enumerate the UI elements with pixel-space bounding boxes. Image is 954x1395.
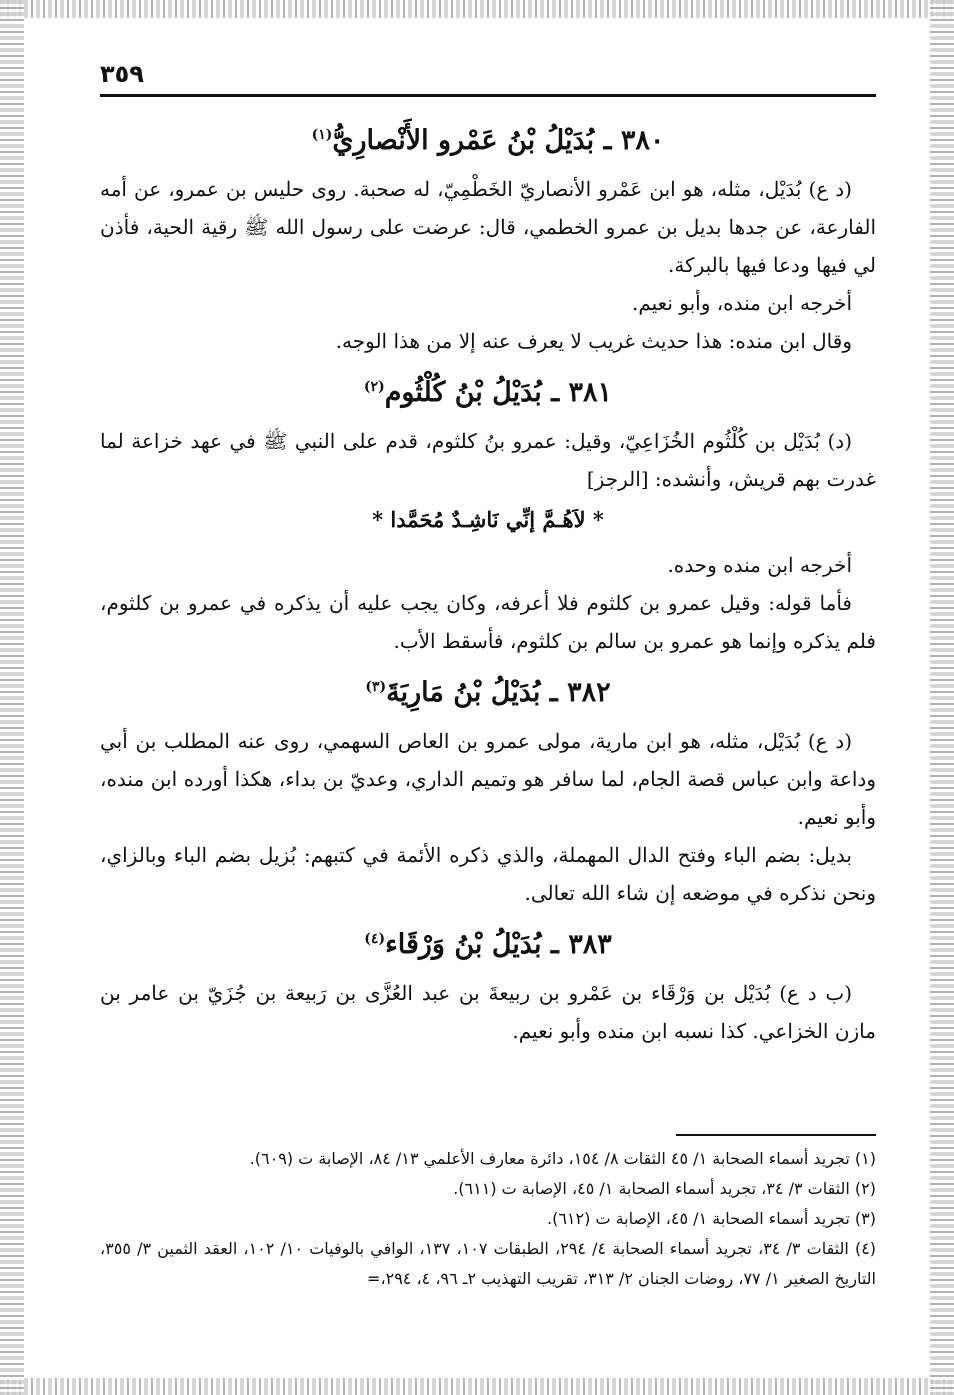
entry-heading: ٣٨١ ـ بُدَيْلُ بْنُ كُلْثُوم: [384, 377, 613, 408]
footnote-ref: (٣): [365, 679, 387, 695]
footnote: (٢) الثقات ٣/ ٣٤، تجريد أسماء الصحابة ١/ ٤٥، الإصابة ت (٦١١).: [453, 1179, 876, 1198]
footnote: (٤) الثقات ٣/ ٣٤، تجريد أسماء الصحابة ٤/ ٢٩٤، الطبقات ١٠٧، ١٣٧، الوافي بالوفيات ١٠/ ١٠٢، العقد الثمين ٣/ ٣٥٥، التاريخ الصغير ١/ ٧٧، روضات الجنان ٢/ ٣١٣، تقريب التهذيب ٢ـ ٩٦، ٤، ٢٩٤،=: [100, 1239, 877, 1288]
entry-heading: ٣٨٢ ـ بُدَيْلُ بْنُ مَارِيَةَ: [386, 677, 611, 708]
footnote: (٣) تجريد أسماء الصحابة ١/ ٤٥، الإصابة ت (٦١٢).: [547, 1209, 876, 1228]
paragraph: (د ع) بُدَيْل، مثله، هو ابن مارية، مولى عمرو بن العاص السهمي، روى عنه المطلب بن أبي وداعة وابن عباس قصة الجام، لما سافر هو وتميم الداري، وعديّ بن بداء، هكذا أورده ابن منده، وأبو نعيم.: [100, 729, 876, 829]
entry-title: [100, 114, 876, 162]
entry-heading: ٣٨٣ ـ بُدَيْلُ بْنُ وَرْقَاء: [385, 929, 612, 960]
header-rule: [100, 94, 876, 97]
entry-title: [100, 366, 876, 414]
decorative-border-bottom: [0, 1378, 954, 1395]
paragraph: (ب د ع) بُدَيْل بن وَرْقَاء بن عَمْرو بن ربيعةَ بن عبد العُزَّى بن رَبيعة بن جُزَيّ بن عامر بن مازن الخزاعي. كذا نسبه ابن منده وأبو نعيم.: [100, 981, 876, 1043]
paragraph: فأما قوله: وقيل عمرو بن كلثوم فلا أعرفه، وكان يجب عليه أن يذكره في عمرو بن كلثوم، فلم يذكره وإنما هو عمرو بن سالم بن كلثوم، فأسقط الأب.: [100, 591, 876, 653]
poem-verse: * لاَهُـمَّ إنِّي نَاشِـدٌ مُحَمَّدا *: [372, 507, 604, 532]
footnote: (١) تجريد أسماء الصحابة ١/ ٤٥ الثقات ٨/ ١٥٤، دائرة معارف الأعلمي ١٣/ ٨٤، الإصابة ت (٦٠٩).: [249, 1149, 876, 1168]
footnote-ref: (٤): [364, 931, 386, 947]
paragraph: أخرجه ابن منده، وأبو نعيم.: [631, 291, 852, 315]
footnotes: [100, 1144, 876, 1294]
main-text: [100, 108, 876, 1050]
footnote-ref: (٢): [363, 379, 385, 395]
decorative-border-left: [0, 0, 24, 1395]
paragraph: (د) بُدَيْل بن كُلْثُوم الخُزَاعِيّ، وقيل: عمرو بنُ كلثوم، قدم على النبي ﷺ في عهد خزاعة لما غدرت بهم قريش، وأنشده: [الرجز]: [100, 429, 876, 491]
entry-title: [100, 666, 876, 714]
entry-heading: ٣٨٠ ـ بُدَيْلُ بْنُ عَمْرو الأَنْصارِيُّ: [332, 125, 665, 156]
paragraph: وقال ابن منده: هذا حديث غريب لا يعرف عنه إلا من هذا الوجه.: [335, 329, 852, 353]
page-number: ٣٥٩: [100, 60, 144, 88]
paragraph: (د ع) بُدَيْل، مثله، هو ابن عَمْرو الأنصاريّ الخَطْمِيّ، له صحبة. روى حليس بن عمرو، عن أمه الفارعة، عن جدها بديل بن عمرو الخطمي، قال: عرضت على رسول الله ﷺ رقية الحية، فأذن لي فيها ودعا فيها بالبركة.: [100, 177, 877, 277]
paragraph: بديل: بضم الباء وفتح الدال المهملة، والذي ذكره الأئمة في كتبهم: بُزيل بضم الباء وبالزاي، ونحن نذكره في موضعه إن شاء الله تعالى.: [100, 843, 876, 905]
decorative-border-right: [930, 0, 954, 1395]
paragraph: أخرجه ابن منده وحده.: [667, 553, 852, 577]
entry-title: [100, 918, 876, 966]
footnote-ref: (١): [311, 127, 333, 143]
footnote-separator: [676, 1134, 876, 1136]
decorative-border-top: [0, 0, 954, 18]
